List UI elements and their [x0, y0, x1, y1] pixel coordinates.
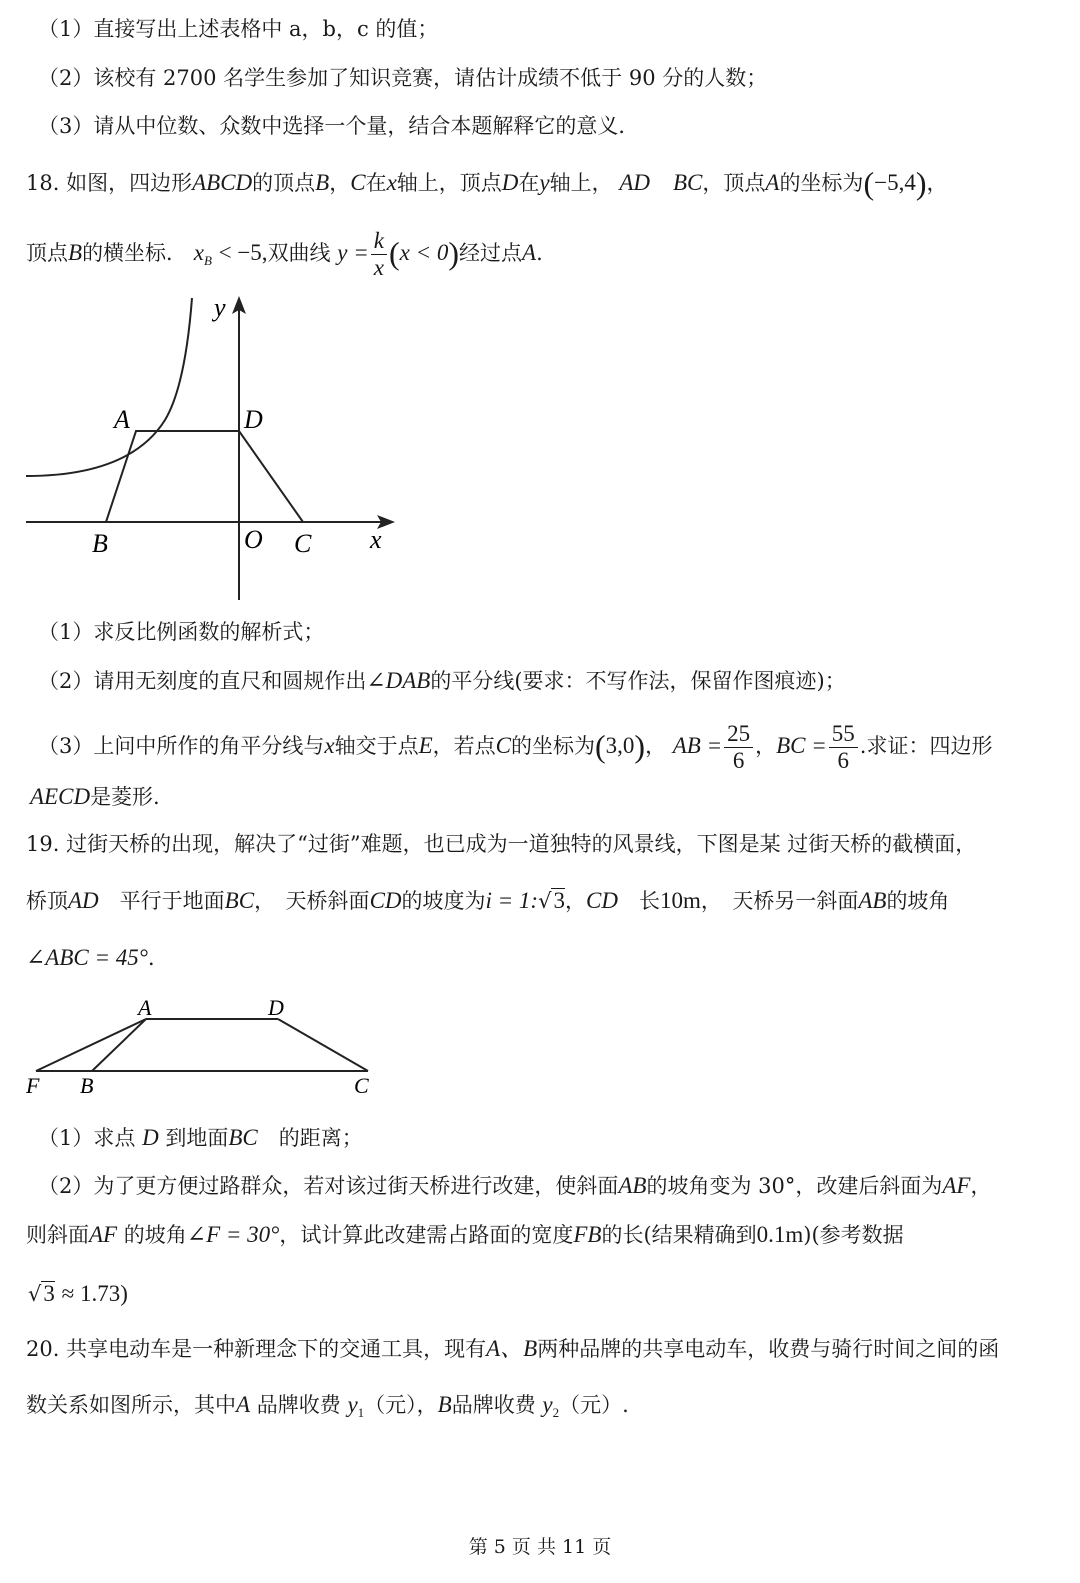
label-x: x — [370, 525, 382, 554]
label-B: B — [80, 1073, 94, 1098]
slope-DC — [278, 1019, 368, 1071]
k-over-x-fraction: $\frac{k}{x}$ — [371, 228, 387, 281]
q17-sub2: （2）该校有 2700 名学生参加了知识竞赛，请估计成绩不低于 90 分的人数； — [38, 66, 768, 90]
q19-sub2-line2: 则斜面AF 的坡角∠F = 30°，试计算此改建需占路面的宽度FB的长(结果精确到0.1m)(参考数据 — [26, 1222, 904, 1247]
q19-sub2-line3: √3 ≈ 1.73) — [28, 1281, 128, 1306]
q17-sub3: （3）请从中位数、众数中选择一个量，结合本题解释它的意义． — [38, 114, 640, 138]
q19-sub2-line1: （2）为了更方便过路群众，若对该过街天桥进行改建，使斜面AB的坡角变为 30°，改建后斜面为AF， — [38, 1173, 992, 1198]
q18-sub1: （1）求反比例函数的解析式； — [38, 620, 325, 644]
q19-stem-line3: ∠ABC = 45°． — [26, 945, 169, 970]
label-y: y — [214, 293, 226, 322]
quadrilateral-ABCD — [106, 431, 303, 522]
label-F: F — [26, 1073, 40, 1098]
label-D: D — [268, 995, 284, 1020]
label-B: B — [92, 529, 108, 558]
label-O: O — [244, 525, 263, 554]
q20-stem-line2: 数关系如图所示，其中A 品牌收费 $y_1$（元），B品牌收费 $y_2$（元）. — [26, 1392, 629, 1420]
q18-sub2: （2）请用无刻度的直尺和圆规作出∠DAB的平分线(要求：不写作法，保留作图痕迹)； — [38, 668, 846, 693]
q19-stem-line2: 桥顶AD 平行于地面BC， 天桥斜面CD的坡度为i = 1:√3，CD 长10m， 天桥另一斜面AB的坡角 — [26, 888, 950, 913]
q18-figure — [20, 290, 410, 610]
page-footer: 第 5 页 共 11 页 — [468, 1536, 612, 1558]
q18-sub3-line1: （3）上问中所作的角平分线与x轴交于点E，若点C的坐标为(3,0)， AB = $\frac{25}{6}$ ，BC = $\frac{55}{6}$ .求证：四边形 — [38, 721, 993, 773]
label-C: C — [354, 1073, 369, 1098]
label-A: A — [114, 405, 130, 434]
slope-AF — [36, 1019, 146, 1071]
label-C: C — [294, 529, 312, 558]
hyperbola-curve — [26, 298, 192, 476]
q18-sub3-line2: AECD是菱形. — [30, 784, 160, 809]
slope-AB — [92, 1019, 146, 1071]
label-D: D — [244, 405, 263, 434]
q18-stem-line2: 顶点B的横坐标． $x_B < -5$,双曲线 y = $\frac{k}{x}$ (x < 0)经过点A. — [26, 228, 543, 280]
q19-stem-line1: 19. 过街天桥的出现，解决了“过街”难题，也已成为一道独特的风景线，下图是某 过街天桥的截横面， — [26, 832, 977, 856]
q19-sub1: （1）求点 D 到地面BC 的距离； — [38, 1125, 363, 1150]
q20-stem-line1: 20. 共享电动车是一种新理念下的交通工具，现有A、B两种品牌的共享电动车，收费与骑行时间之间的函 — [26, 1336, 1000, 1361]
q19-figure — [20, 995, 390, 1100]
q18-stem-line1: 18. 如图，四边形ABCD的顶点B，C在x轴上，顶点D在y轴上， AD BC，顶点A的坐标为(−5,4)， — [26, 165, 948, 201]
q17-sub1: （1）直接写出上述表格中 a，b，c 的值； — [38, 17, 439, 41]
label-A: A — [138, 995, 152, 1020]
